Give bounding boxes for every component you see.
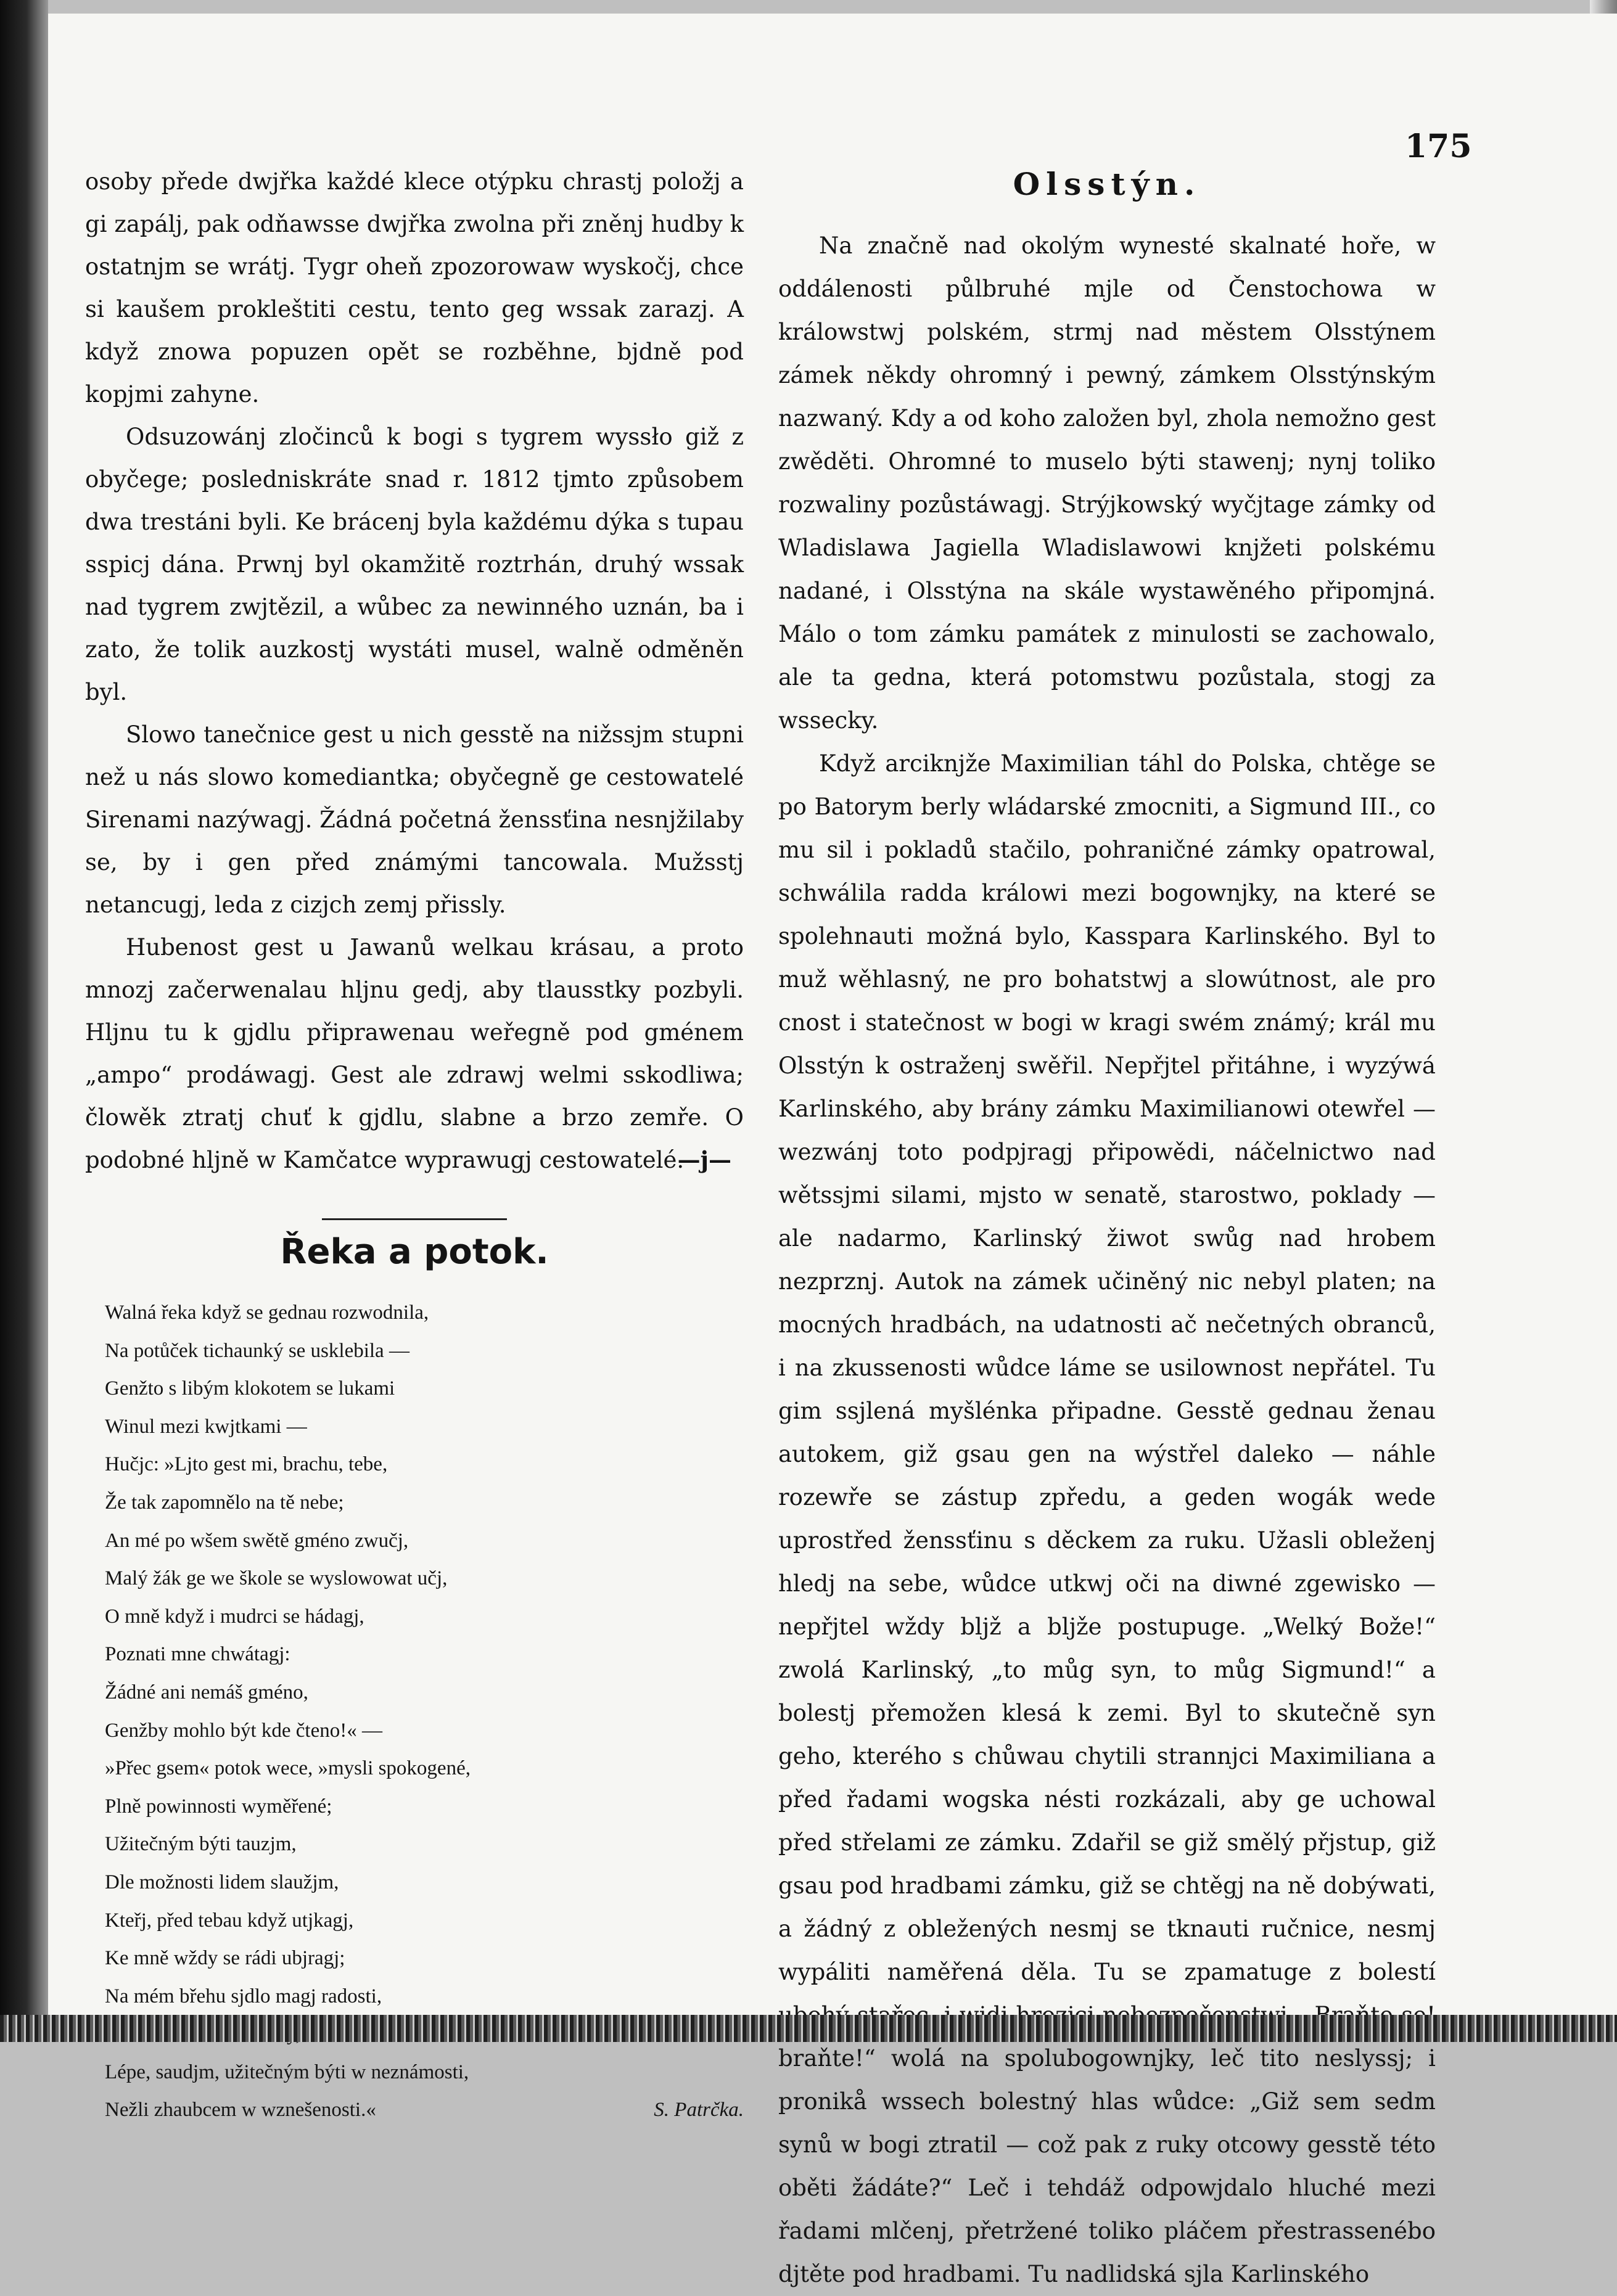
poem-line: Genžby mohlo být kde čteno!« — xyxy=(105,1719,382,1742)
poem-line: Na mém břehu sjdlo magj radosti, xyxy=(105,1985,382,2007)
signature: —j— xyxy=(677,1146,731,1173)
poem-line: Žádné ani nemáš gméno, xyxy=(105,1681,308,1704)
section-divider xyxy=(322,1218,507,1220)
paragraph: Na značně nad okolým wynesté skalnaté hoře, w oddálenosti půlbruhé mjle od Čenstochowa w králowstwj polském, strmj nad městem Olsstýnem zámek někdy ohromný i pewný, zámkem Olsstýnským nazwaný. Kdy a od koho založen byl, zhola nemožno gest zwěděti. Ohromné to muselo býti stawenj; nynj toliko rozwaliny pozůstáwagj. Strýjkowský wyčjtage zámky od Wladislawa Jagiella Wladislawowi knjžeti polskému nadané, i Olsstýna na skále wystawěného připomjná. Málo o tom zámku památek z minulosti se zachowalo, ale ta gedna, která potomstwu pozůstala, stogj za wssecky. xyxy=(778,232,1436,734)
poem-line: Genžto s libým klokotem se lukami xyxy=(105,1377,395,1400)
poem-line: Kteřj, před tebau když utjkagj, xyxy=(105,1909,354,1932)
poem-line: Hučjc: »Ljto gest mi, brachu, tebe, xyxy=(105,1453,388,1476)
book-spine xyxy=(0,0,48,2042)
paragraph: Slowo tanečnice gest u nich gesstě na nižssjm stupni než u nás slowo komediantka; obyčegně ge cestowatelé Sirenami nazýwagj. Žádná početná ženssťina nesnjžilaby se, by i gen před známými tancowala. Mužsstj netancugj, leda z cizjch zemj přissly. xyxy=(85,721,744,918)
article-title: Olsstýn. xyxy=(1013,166,1201,202)
poem-line: Winul mezi kwjtkami — xyxy=(105,1415,307,1438)
poem-line: Ke mně wždy se rádi ubjragj; xyxy=(105,1947,345,1970)
poem-line: An mé po wšem swětě gméno zwučj, xyxy=(105,1529,409,1552)
poem-last-line xyxy=(85,2091,744,2130)
poem-line: Walná řeka když se gednau rozwodnila, xyxy=(105,1302,429,1324)
poem-line: Že tak zapomnělo na tě nebe; xyxy=(105,1491,344,1514)
paragraph: Hubenost gest u Jawanů welkau krásau, a proto mnozj začerwenalau hljnu gedj, aby tlausstky pozbyli. Hljnu tu k gjdlu připrawenau weřegně pod gménem „ampo“ prodáwagj. Gest ale zdrawj welmi sskodliwa; člowěk ztratj chuť k gjdlu, slabne a brzo zemře. O podobné hljně w Kamčatce wyprawugj cestowatelé. xyxy=(85,934,744,1173)
poem-line: O mně když i mudrci se hádagj, xyxy=(105,1605,364,1628)
poem-line: Nežli zhaubcem w wznešenosti.« xyxy=(105,2099,376,2122)
poem-title: Řeka a potok. xyxy=(280,1232,549,1272)
poem-lines xyxy=(85,1294,744,2130)
left-column xyxy=(85,160,744,2130)
poem-line: »Přec gsem« potok wece, »mysli spokogené, xyxy=(105,1757,471,1780)
poem-line: Poznati mne chwátagj: xyxy=(105,1643,290,1666)
right-column xyxy=(778,160,1436,2296)
poem-line: Užitečným býti tauzjm, xyxy=(105,1833,297,1856)
poem-line: Na potůček tichaunký se usklebila — xyxy=(105,1339,409,1362)
paragraph: osoby přede dwjřka každé klece otýpku chrastj položj a gi zapálj, pak odňawsse dwjřka zwolna při zněnj hudby k ostatnjm se wrátj. Tygr oheň zpozorowaw wyskočj, chce si kaušem prokleštiti cestu, tento geg wssak zarazj. A když znowa popuzen opět se rozběhne, bjdně pod kopjmi zahyne. xyxy=(85,168,744,408)
poem-line: Malý žák ge we škole se wyslowowat učj, xyxy=(105,1567,448,1590)
poem-line: Lépe, saudjm, užitečným býti w neznámosti, xyxy=(105,2060,469,2083)
paragraph: Odsuzowánj zločinců k bogi s tygrem wyssło giž z obyčege; posledniskráte snad r. 1812 tjmto způsobem dwa trestáni byli. Ke brácenj byla každému dýka s tupau sspicj dána. Prwnj byl okamžitě roztrhán, druhý wssak nad tygrem zwjtězil, a wůbec za newinného uznán, ba i zato, že tolik auzkostj wystáti musel, walně odměněn byl. xyxy=(85,424,744,705)
poem-author: S. Patrčka. xyxy=(654,2099,744,2122)
poem-line: Plně powinnosti wyměřené; xyxy=(105,1795,332,1818)
scan-bottom-edge xyxy=(0,2015,1617,2042)
poem-line: Dle možnosti lidem slaužjm, xyxy=(105,1871,339,1893)
paragraph: Když arciknjže Maximilian táhl do Polska, chtěge se po Batorym berly wládarské zmocniti, a Sigmund III., co mu sil i pokladů stačilo, pohraničné zámky opatrowal, schwálila radda králowi mezi bogownjky, na které se spolehnauti možná bylo, Kasspara Karlinského. Byl to muž wěhlasný, ne pro bohatstwj a slowútnost, ale pro cnost i statečnost w bogi w kragi swém známý; král mu Olsstýn k ostraženj swěřil. Nepřjtel přitáhne, i wyzýwá Karlinského, aby brány zámku Maximilianowi otewřel — wezwánj toto podpjragj připowědi, náčelnictwo nad wětssjmi silami, mjsto w senatě, starostwo, poklady — ale nadarmo, Karlinský žiwot swůg nad hrobem nezprznj. Autok na zámek učiněný nic nebyl platen; na mocných hradbách, na udatnosti ač nečetných obranců, i na zkussenosti wůdce láme se usilownost nepřátel. Tu gim ssjlená myšlénka připadne. Gesstě gednau ženau autokem, giž gsau gen na wýstřel daleko — náhle rozewře se zástup zpředu, a geden wogák wede uprostřed ženssťinu s děckem za ruku. Užasli obleženj hledj na sebe, wůdce utkwj oči na diwné zgewisko — nepřjtel wždy bljž a bljže postupuge. „Welký Bože!“ zwolá Karlinský, „to můg syn, to můg Sigmund!“ a bolestj přemožen klesá k zemi. Byl to skutečně syn geho, kterého s chůwau chytili strannjci Maximiliana a před řadami wogska nésti rozkázali, aby ge uchowal před střelami ze zámku. Zdařil se giž smělý přjstup, giž gsau pod hradbami zámku, giž se chtěgj na ně dobýwati, a žádný z obležených nesmj se tknauti ručnice, nesmj wypáliti naměřená děla. Tu se zpamatuge z bolestí braňte!“ wolá na spolubogownjky, leč tito neslyssj; i pronikå wssech bolestný hlas wůdce: „Giž sem sedm synů w bogi ztratil — což pak z ruky otcowy gesstě této oběti žádáte?“ Leč i tehdáž odpowjdalo hluché mezi řadami mlčenj, přetržené toliko pláčem přestrassenébo djtěte pod hradbami. Tu nadlidská sjla Karlinského xyxy=(778,750,1436,2287)
page-number: 175 xyxy=(1405,128,1472,165)
